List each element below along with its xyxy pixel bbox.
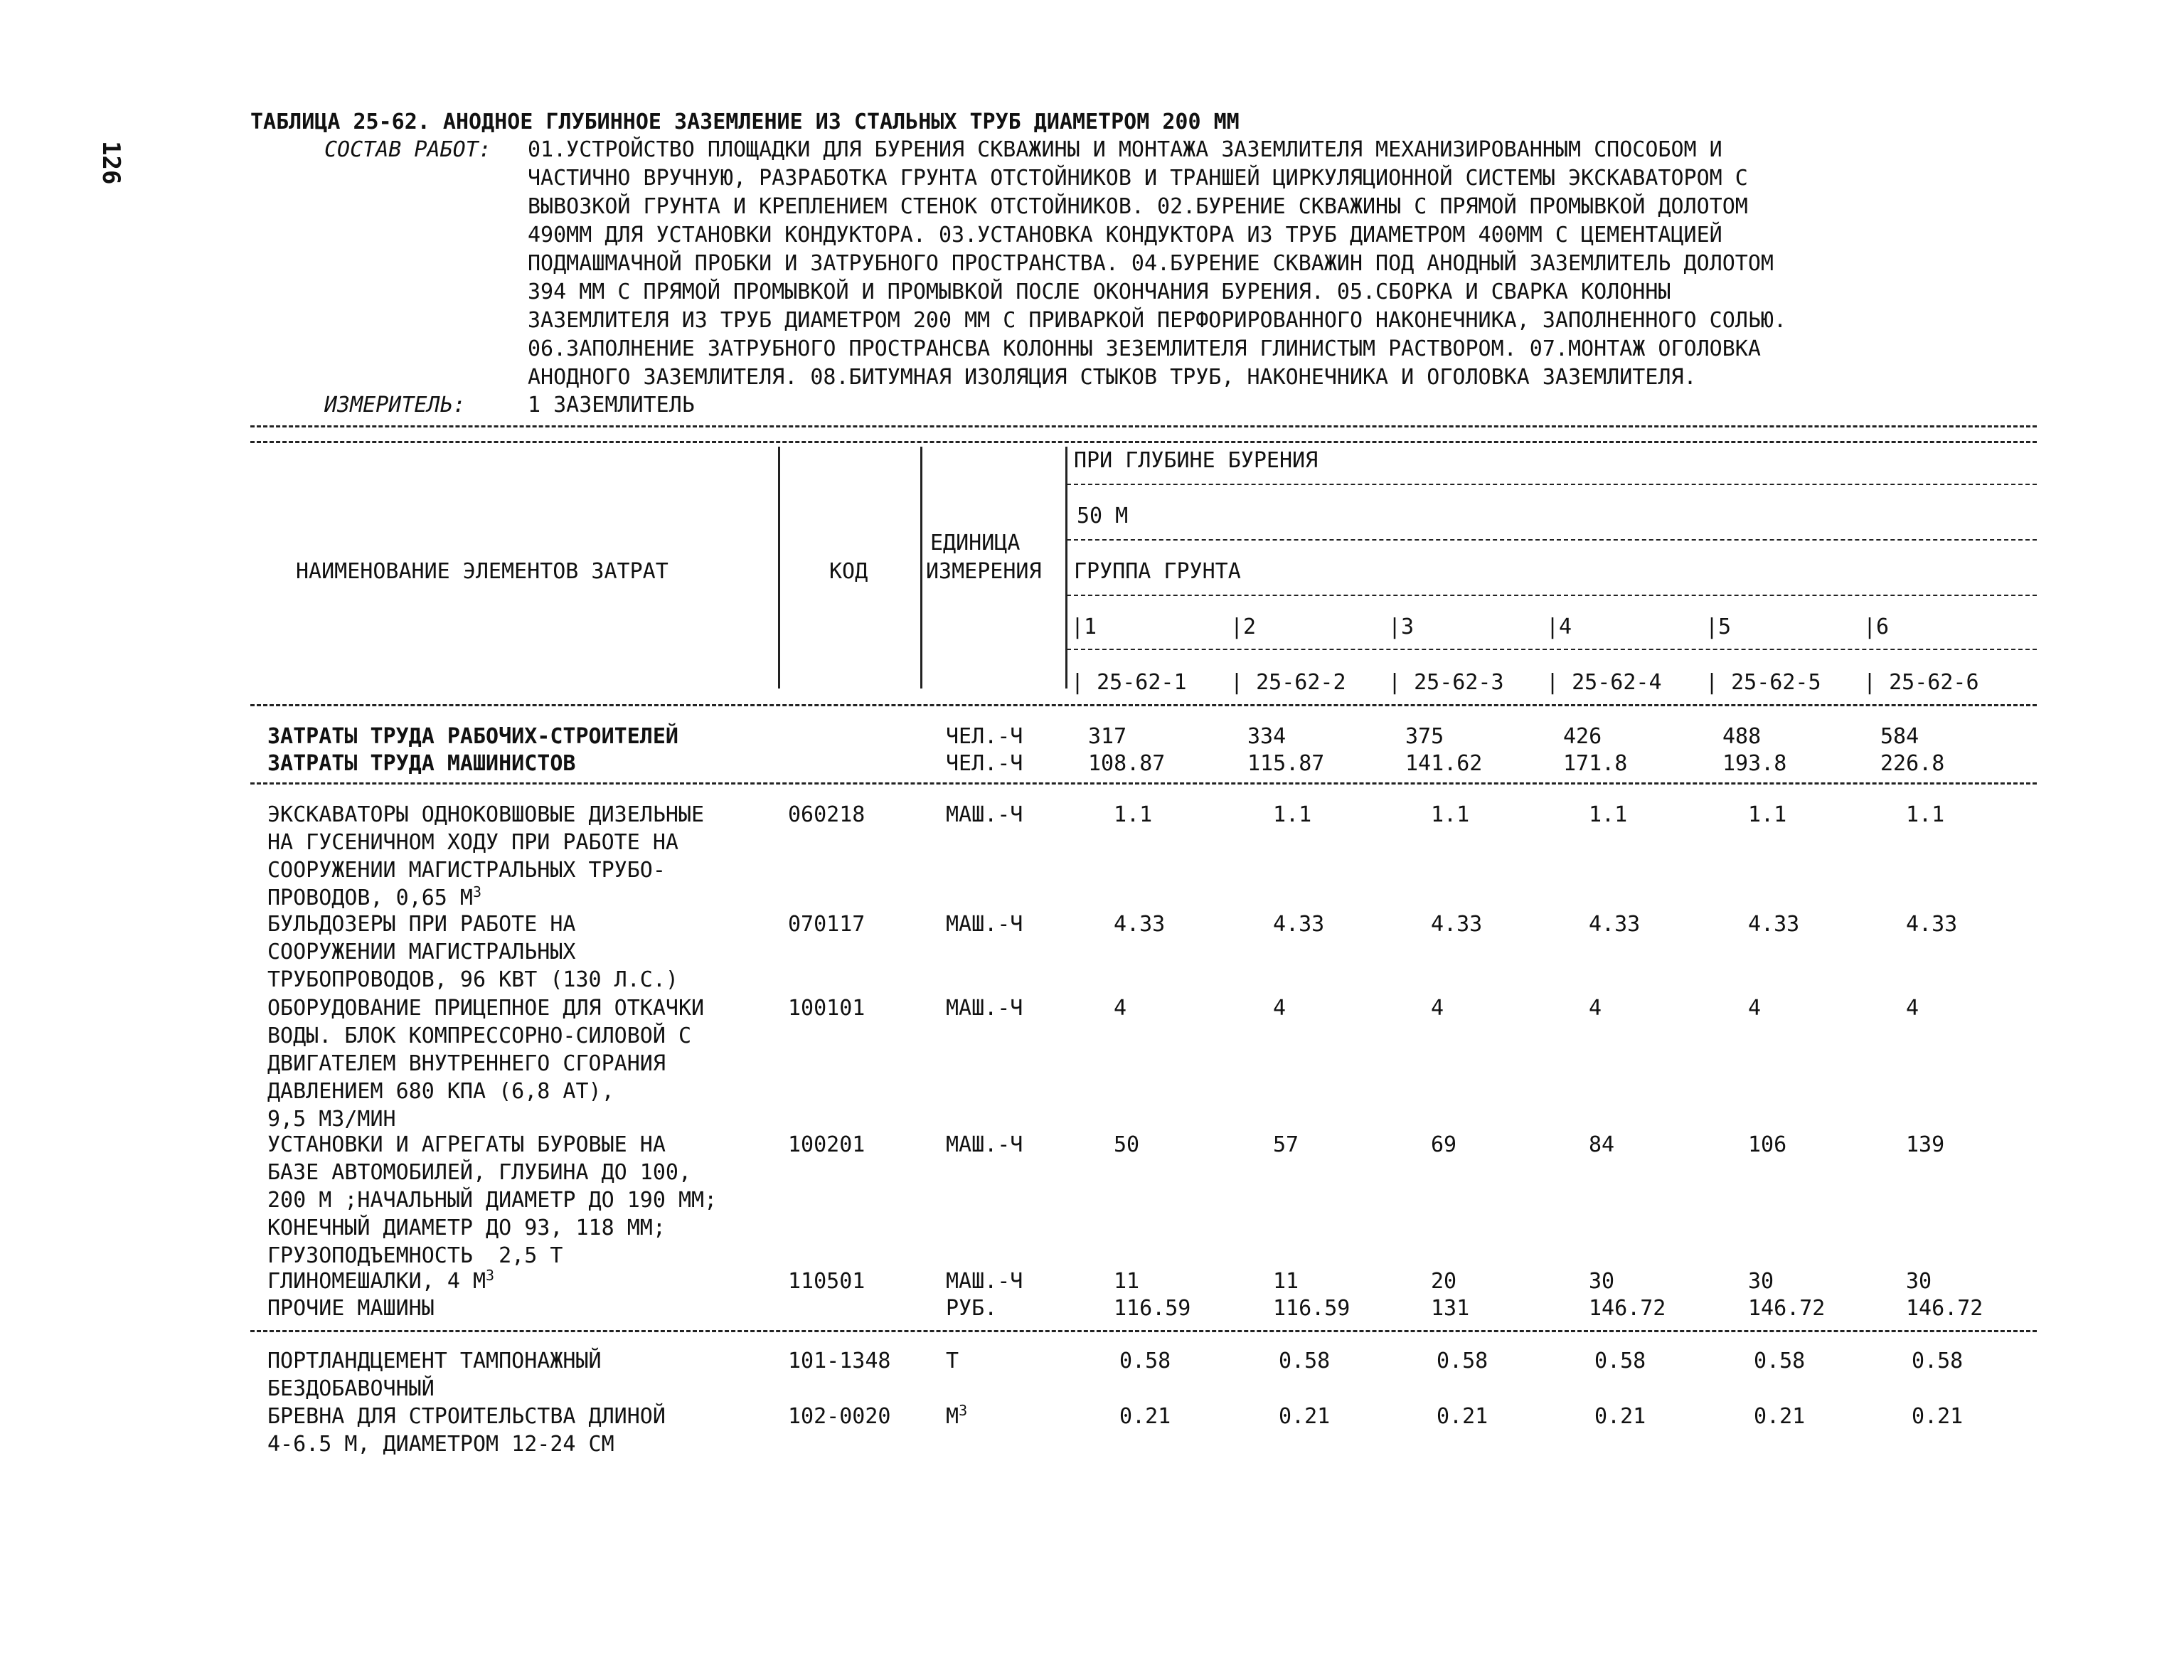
machine-row-value: 4.33	[1589, 912, 1641, 937]
material-row-value: 0.58	[1437, 1349, 1488, 1373]
machine-row-name-line: БУЛЬДОЗЕРЫ ПРИ РАБОТЕ НА	[267, 912, 576, 937]
labor-row-value: 317	[1088, 724, 1127, 749]
table-top-rule	[250, 425, 2037, 427]
header-code-1: | 25-62-1	[1071, 670, 1187, 695]
header-code-col: КОД	[829, 559, 868, 584]
composition-line: 490ММ ДЛЯ УСТАНОВКИ КОНДУКТОРА. 03.УСТАНОВКА КОНДУКТОРА ИЗ ТРУБ ДИАМЕТРОМ 400ММ С ЦЕМЕНТАЦИЕЙ	[528, 223, 1722, 248]
machine-row-code: 060218	[788, 802, 865, 827]
machine-row-value: 146.72	[1748, 1296, 1826, 1321]
machine-row-name-line: ТРУБОПРОВОДОВ, 96 КВТ (130 Л.С.)	[267, 967, 678, 992]
labor-bottom-rule	[250, 782, 2037, 785]
composition-line: 06.ЗАПОЛНЕНИЕ ЗАТРУБНОГО ПРОСТРАНСВА КОЛОННЫ ЗЕЗЕМЛИТЕЛЯ ГЛИНИСТЫМ РАСТВОРОМ. 07.МОНТАЖ ОГОЛОВКА	[528, 336, 1761, 361]
machine-row-value: 20	[1431, 1269, 1457, 1294]
machine-row-value: 4	[1431, 996, 1444, 1021]
machine-row-value: 11	[1273, 1269, 1299, 1294]
header-divider-values	[1065, 447, 1067, 689]
material-row-value: 0.21	[1279, 1404, 1331, 1429]
material-row-name-line: БРЕВНА ДЛЯ СТРОИТЕЛЬСТВА ДЛИНОЙ	[267, 1404, 666, 1429]
superscript: 3	[472, 883, 482, 900]
machine-row-value: 57	[1273, 1132, 1299, 1157]
composition-line: 01.УСТРОЙСТВО ПЛОЩАДКИ ДЛЯ БУРЕНИЯ СКВАЖИНЫ И МОНТАЖА ЗАЗЕМЛИТЕЛЯ МЕХАНИЗИРОВАННЫМ СПОСОБОМ И	[528, 137, 1722, 162]
material-row-value: 0.21	[1119, 1404, 1171, 1429]
machine-row-unit: МАШ.-Ч	[946, 1269, 1023, 1294]
header-divider-unit	[920, 447, 922, 689]
composition-label: СОСТАВ РАБОТ:	[324, 137, 491, 162]
header-depth-label: ПРИ ГЛУБИНЕ БУРЕНИЯ	[1074, 448, 1319, 473]
machine-row-name-line: ОБОРУДОВАНИЕ ПРИЦЕПНОЕ ДЛЯ ОТКАЧКИ	[267, 996, 705, 1021]
machine-row-unit: МАШ.-Ч	[946, 912, 1023, 937]
composition-line: ПОДМАШМАЧНОЙ ПРОБКИ И ЗАТРУБНОГО ПРОСТРАНСТВА. 04.БУРЕНИЕ СКВАЖИН ПОД АНОДНЫЙ ЗАЗЕМЛИТЕЛЬ ДОЛОТОМ	[528, 251, 1774, 276]
material-row-code: 102-0020	[788, 1404, 891, 1429]
material-row-name-line: 4-6.5 М, ДИАМЕТРОМ 12-24 СМ	[267, 1432, 614, 1457]
material-row-value: 0.21	[1594, 1404, 1646, 1429]
labor-row-value: 141.62	[1405, 751, 1483, 776]
labor-row-value: 488	[1722, 724, 1762, 749]
machine-row-unit: РУБ.	[946, 1296, 998, 1321]
header-depth-value: 50 М	[1077, 504, 1129, 528]
header-name-col: НАИМЕНОВАНИЕ ЭЛЕМЕНТОВ ЗАТРАТ	[296, 559, 668, 584]
labor-row-value: 226.8	[1880, 751, 1945, 776]
machine-row-value: 4	[1589, 996, 1602, 1021]
machine-row-value: 4.33	[1906, 912, 1958, 937]
labor-row-value: 584	[1880, 724, 1919, 749]
machine-row-unit: МАШ.-Ч	[946, 802, 1023, 827]
header-rule-2	[1067, 539, 2037, 541]
machine-row-value: 4	[1748, 996, 1762, 1021]
machine-row-name-line: СООРУЖЕНИИ МАГИСТРАЛЬНЫХ	[267, 940, 576, 964]
header-rule-3	[1067, 595, 2037, 596]
labor-row-value: 193.8	[1722, 751, 1787, 776]
machine-row-name-line: СООРУЖЕНИИ МАГИСТРАЛЬНЫХ ТРУБО-	[267, 858, 666, 883]
superscript: 3	[486, 1267, 495, 1284]
table-top-rule-2	[250, 441, 2037, 443]
header-code-6: | 25-62-6	[1863, 670, 1979, 695]
machine-row-value: 4	[1114, 996, 1127, 1021]
machine-row-value: 1.1	[1748, 802, 1787, 827]
page-number: 126	[97, 141, 125, 185]
header-code-3: | 25-62-3	[1388, 670, 1504, 695]
material-row-value: 0.58	[1594, 1349, 1646, 1373]
machine-row-name-line: КОНЕЧНЫЙ ДИАМЕТР ДО 93, 118 ММ;	[267, 1216, 666, 1240]
superscript: 3	[959, 1402, 968, 1419]
header-code-4: | 25-62-4	[1546, 670, 1662, 695]
labor-row-unit: ЧЕЛ.-Ч	[946, 751, 1023, 776]
labor-row-value: 171.8	[1563, 751, 1628, 776]
material-row-unit: $М^3$	[946, 1402, 968, 1429]
header-group-6: |6	[1863, 615, 1890, 639]
meter-value: 1 ЗАЗЕМЛИТЕЛЬ	[528, 393, 695, 418]
labor-row-name: ЗАТРАТЫ ТРУДА РАБОЧИХ-СТРОИТЕЛЕЙ	[267, 724, 678, 749]
header-divider-code	[778, 447, 780, 689]
machine-row-name-line: ДАВЛЕНИЕМ 680 КПА (6,8 АТ),	[267, 1079, 614, 1104]
machine-row-code: 070117	[788, 912, 865, 937]
meter-label: ИЗМЕРИТЕЛЬ:	[324, 393, 466, 418]
labor-row-value: 426	[1563, 724, 1602, 749]
labor-row-unit: ЧЕЛ.-Ч	[946, 724, 1023, 749]
header-code-2: | 25-62-2	[1230, 670, 1346, 695]
machine-row-value: 131	[1431, 1296, 1470, 1321]
machine-row-value: 146.72	[1589, 1296, 1666, 1321]
machine-row-value: 84	[1589, 1132, 1615, 1157]
header-group-4: |4	[1546, 615, 1572, 639]
machine-row-name-line: НА ГУСЕНИЧНОМ ХОДУ ПРИ РАБОТЕ НА	[267, 830, 678, 855]
machine-row-name-line: ГРУЗОПОДЪЕМНОСТЬ 2,5 Т	[267, 1243, 563, 1268]
material-row-value: 0.21	[1437, 1404, 1488, 1429]
material-row-name-line: БЕЗДОБАВОЧНЫЙ	[267, 1376, 435, 1401]
machine-row-name-line: ВОДЫ. БЛОК КОМПРЕССОРНО-СИЛОВОЙ С	[267, 1024, 692, 1048]
header-group-3: |3	[1388, 615, 1415, 639]
machine-row-value: 1.1	[1589, 802, 1628, 827]
composition-line: АНОДНОГО ЗАЗЕМЛИТЕЛЯ. 08.БИТУМНАЯ ИЗОЛЯЦИЯ СТЫКОВ ТРУБ, НАКОНЕЧНИКА И ОГОЛОВКА ЗАЗЕМЛИТЕЛЯ.	[528, 365, 1697, 390]
composition-line: ВЫВОЗКОЙ ГРУНТА И КРЕПЛЕНИЕМ СТЕНОК ОТСТОЙНИКОВ. 02.БУРЕНИЕ СКВАЖИНЫ С ПРЯМОЙ ПРОМЫВКОЙ ДОЛОТОМ	[528, 194, 1748, 219]
machine-row-value: 1.1	[1273, 802, 1312, 827]
machine-row-value: 4	[1273, 996, 1287, 1021]
machine-row-name-line: ПРОЧИЕ МАШИНЫ	[267, 1296, 435, 1321]
material-row-value: 0.21	[1754, 1404, 1806, 1429]
machines-bottom-rule	[250, 1330, 2037, 1332]
header-bottom-rule	[250, 704, 2037, 706]
machine-row-value: 139	[1906, 1132, 1945, 1157]
machine-row-code: 110501	[788, 1269, 865, 1294]
header-group-2: |2	[1230, 615, 1257, 639]
header-rule-1	[1067, 484, 2037, 485]
machine-row-code: 100101	[788, 996, 865, 1021]
machine-row-value: 4.33	[1748, 912, 1800, 937]
machine-row-unit: МАШ.-Ч	[946, 1132, 1023, 1157]
machine-row-value: 4	[1906, 996, 1919, 1021]
machine-row-code: 100201	[788, 1132, 865, 1157]
machine-row-value: 30	[1906, 1269, 1932, 1294]
machine-row-value: 50	[1114, 1132, 1140, 1157]
machine-row-unit: МАШ.-Ч	[946, 996, 1023, 1021]
composition-line: ЧАСТИЧНО ВРУЧНУЮ, РАЗРАБОТКА ГРУНТА ОТСТОЙНИКОВ И ТРАНШЕЙ ЦИРКУЛЯЦИОННОЙ СИСТЕМЫ ЭКСКАВАТОРОМ С	[528, 166, 1748, 191]
machine-row-value: 1.1	[1431, 802, 1470, 827]
machine-row-value: 11	[1114, 1269, 1140, 1294]
machine-row-name-line: 9,5 М3/МИН	[267, 1107, 396, 1132]
header-soil-group-label: ГРУППА ГРУНТА	[1074, 559, 1241, 584]
machine-row-value: 4.33	[1431, 912, 1483, 937]
material-row-value: 0.58	[1754, 1349, 1806, 1373]
machine-row-value: 146.72	[1906, 1296, 1983, 1321]
labor-row-value: 108.87	[1088, 751, 1166, 776]
material-row-value: 0.58	[1912, 1349, 1964, 1373]
material-row-value: 0.58	[1279, 1349, 1331, 1373]
machine-row-name-line: 200 М ;НАЧАЛЬНЫЙ ДИАМЕТР ДО 190 ММ;	[267, 1188, 718, 1213]
machine-row-value: 116.59	[1114, 1296, 1191, 1321]
header-group-1: |1	[1071, 615, 1097, 639]
machine-row-value: 1.1	[1114, 802, 1153, 827]
material-row-name-line: ПОРТЛАНДЦЕМЕНТ ТАМПОНАЖНЫЙ	[267, 1349, 602, 1373]
machine-row-name-line: ГЛИНОМЕШАЛКИ, 4 $М^3$	[267, 1267, 495, 1294]
header-rule-4	[1067, 649, 2037, 650]
machine-row-value: 106	[1748, 1132, 1787, 1157]
material-row-value: 0.21	[1912, 1404, 1964, 1429]
machine-row-name-line: ДВИГАТЕЛЕМ ВНУТРЕННЕГО СГОРАНИЯ	[267, 1051, 666, 1076]
machine-row-value: 1.1	[1906, 802, 1945, 827]
machine-row-value: 4.33	[1114, 912, 1166, 937]
machine-row-name-line: УСТАНОВКИ И АГРЕГАТЫ БУРОВЫЕ НА	[267, 1132, 666, 1157]
material-row-value: 0.58	[1119, 1349, 1171, 1373]
machine-row-value: 116.59	[1273, 1296, 1351, 1321]
machine-row-value: 30	[1589, 1269, 1615, 1294]
material-row-code: 101-1348	[788, 1349, 891, 1373]
machine-row-value: 30	[1748, 1269, 1774, 1294]
composition-line: 394 ММ С ПРЯМОЙ ПРОМЫВКОЙ И ПРОМЫВКОЙ ПОСЛЕ ОКОНЧАНИЯ БУРЕНИЯ. 05.СБОРКА И СВАРКА КОЛОННЫ	[528, 280, 1671, 304]
header-group-5: |5	[1705, 615, 1732, 639]
header-unit-col-1: ЕДИНИЦА	[930, 531, 1021, 555]
machine-row-name-line: ПРОВОДОВ, 0,65 $М^3$	[267, 883, 482, 910]
page-title: ТАБЛИЦА 25-62. АНОДНОЕ ГЛУБИННОЕ ЗАЗЕМЛЕНИЕ ИЗ СТАЛЬНЫХ ТРУБ ДИАМЕТРОМ 200 ММ	[250, 110, 1240, 134]
labor-row-value: 375	[1405, 724, 1444, 749]
material-row-unit: Т	[946, 1349, 959, 1373]
labor-row-name: ЗАТРАТЫ ТРУДА МАШИНИСТОВ	[267, 751, 576, 776]
machine-row-value: 4.33	[1273, 912, 1325, 937]
machine-row-name-line: ЭКСКАВАТОРЫ ОДНОКОВШОВЫЕ ДИЗЕЛЬНЫЕ	[267, 802, 705, 827]
labor-row-value: 334	[1247, 724, 1287, 749]
composition-line: ЗАЗЕМЛИТЕЛЯ ИЗ ТРУБ ДИАМЕТРОМ 200 ММ С ПРИВАРКОЙ ПЕРФОРИРОВАННОГО НАКОНЕЧНИКА, ЗАПОЛНЕННОГО СОЛЬЮ.	[528, 308, 1787, 333]
machine-row-value: 69	[1431, 1132, 1457, 1157]
header-unit-col-2: ИЗМЕРЕНИЯ	[926, 559, 1042, 584]
labor-row-value: 115.87	[1247, 751, 1325, 776]
header-code-5: | 25-62-5	[1705, 670, 1821, 695]
machine-row-name-line: БАЗЕ АВТОМОБИЛЕЙ, ГЛУБИНА ДО 100,	[267, 1160, 692, 1185]
